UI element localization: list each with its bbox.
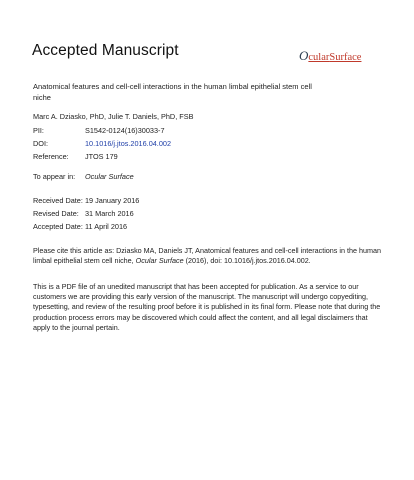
logo-mid: cular bbox=[308, 52, 330, 63]
article-authors: Marc A. Dziasko, PhD, Julie T. Daniels, PhD, FSB bbox=[33, 112, 194, 121]
logo-initial: O bbox=[299, 48, 309, 63]
accepted-value: 11 April 2016 bbox=[85, 222, 128, 231]
accepted-label: Accepted Date: bbox=[33, 222, 83, 231]
reference-row bbox=[33, 152, 118, 161]
article-title: Anatomical features and cell-cell interactions in the human limbal epithelial stem cell niche bbox=[33, 82, 312, 102]
citation-prefix: Please cite this article as: Dziasko MA, Daniels JT, Anatomical features and cell-cell interactions in the human limbal epithelial stem cell niche, bbox=[33, 246, 381, 266]
disclaimer-paragraph: This is a PDF file of an unedited manuscript that has been accepted for publication. As a service to our customers we are providing this early version of the manuscript. The manuscript will undergo copyediting, typesetting, and review of the resulting proof before it is published in its final form. Please note that during the production process errors may be discovered which could affect the content, and all legal disclaimers that apply to the journal pertain. bbox=[33, 282, 381, 332]
received-value: 19 January 2016 bbox=[85, 196, 140, 205]
pii-value: S1542-0124(16)30033-7 bbox=[85, 126, 165, 135]
doi-row bbox=[33, 139, 171, 148]
revised-value: 31 March 2016 bbox=[85, 209, 134, 218]
appear-value: Ocular Surface bbox=[85, 172, 134, 181]
doi-link[interactable]: 10.1016/j.jtos.2016.04.002 bbox=[85, 139, 172, 148]
citation-suffix: (2016), doi: 10.1016/j.jtos.2016.04.002. bbox=[183, 256, 311, 266]
page-title: Accepted Manuscript bbox=[32, 42, 179, 59]
reference-label: Reference: bbox=[33, 152, 69, 161]
received-row bbox=[33, 196, 139, 205]
revised-label: Revised Date: bbox=[33, 209, 79, 218]
doi-label: DOI: bbox=[33, 139, 48, 148]
pii-label: PII: bbox=[33, 126, 44, 135]
appear-label: To appear in: bbox=[33, 172, 76, 181]
journal-logo bbox=[299, 48, 361, 64]
appear-row bbox=[33, 172, 134, 181]
citation-journal: Ocular Surface bbox=[135, 256, 184, 266]
revised-row bbox=[33, 209, 134, 218]
pii-row bbox=[33, 126, 165, 135]
logo-suffix: Surface bbox=[329, 52, 362, 63]
citation-paragraph bbox=[33, 246, 381, 266]
reference-value: JTOS 179 bbox=[85, 152, 118, 161]
received-label: Received Date: bbox=[33, 196, 83, 205]
accepted-row bbox=[33, 222, 127, 231]
